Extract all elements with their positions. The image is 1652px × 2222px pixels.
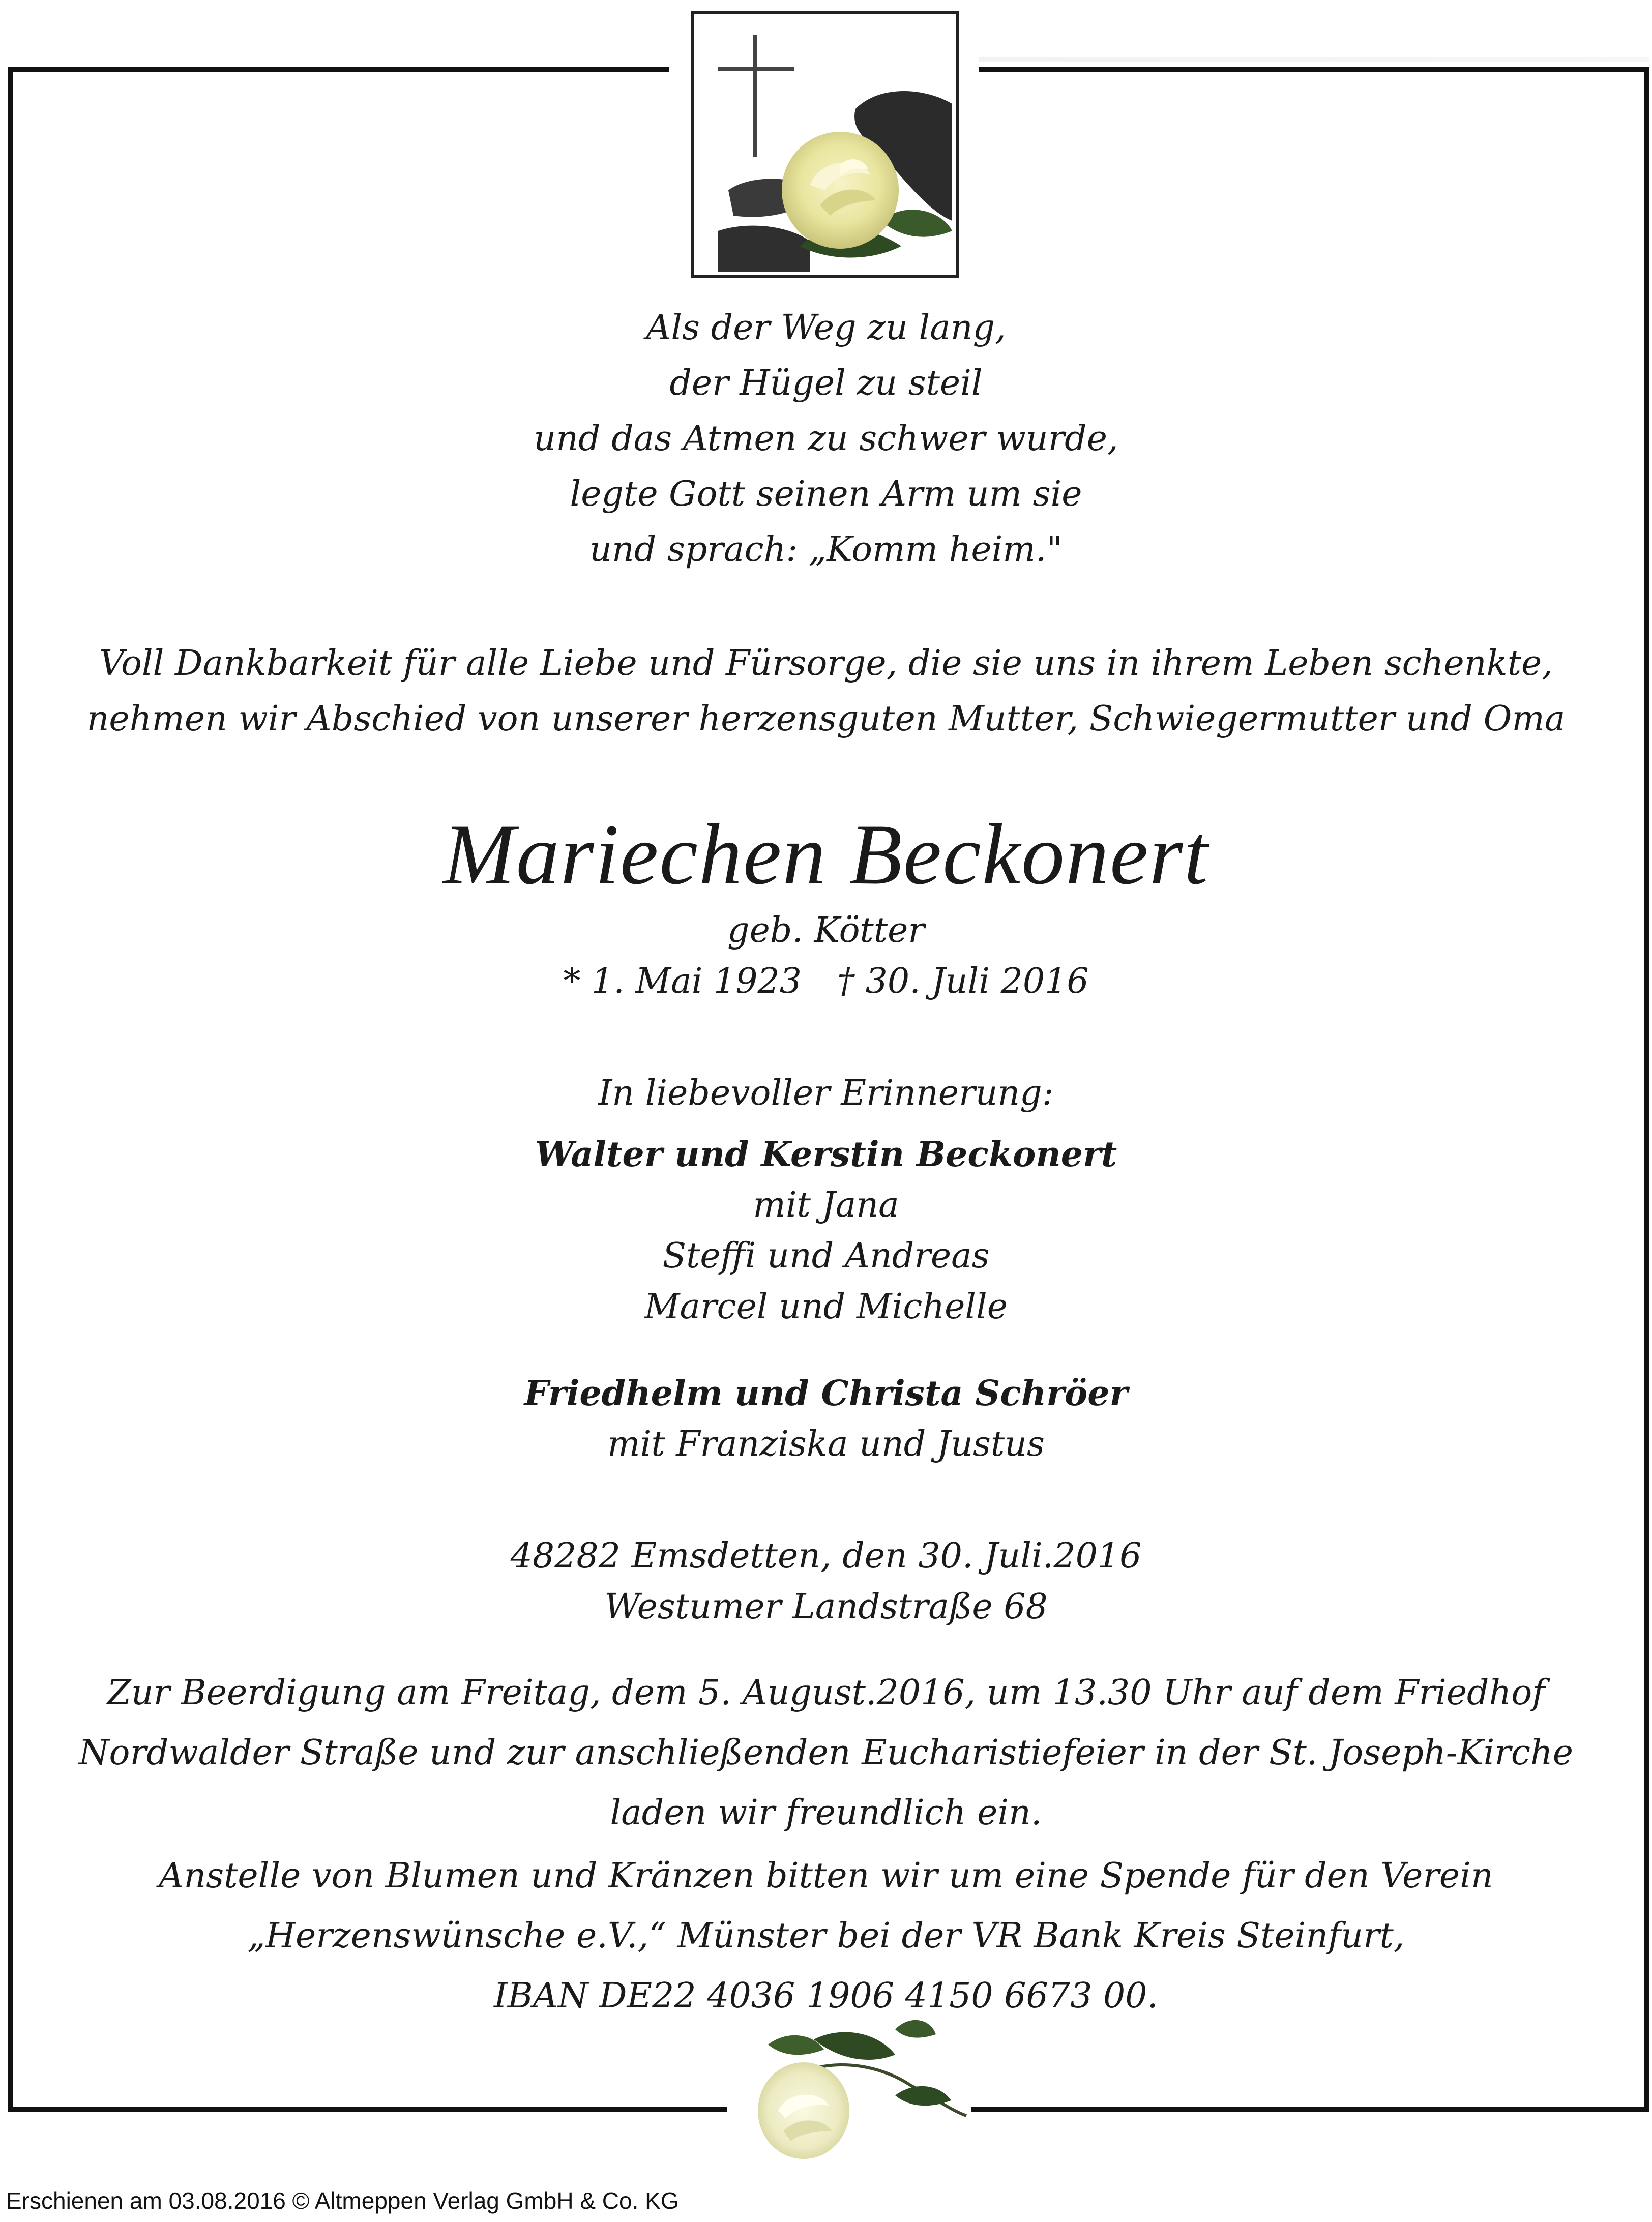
donation-info — [0, 1846, 1652, 2026]
address-line: Westumer Landstraße 68 — [604, 1587, 1048, 1627]
family-member: Marcel und Michelle — [644, 1287, 1008, 1327]
funeral-line: Zur Beerdigung am Freitag, dem 5. August.2016, um 13.30 Uhr auf dem Friedhof — [107, 1673, 1545, 1713]
funeral-info — [0, 1663, 1652, 1843]
deceased-name: Mariechen Beckonert — [443, 807, 1209, 902]
frame-top-left — [8, 67, 669, 72]
born-name: geb. Kötter — [727, 910, 925, 951]
poem — [0, 300, 1652, 577]
address-line: 48282 Emsdetten, den 30. Juli.2016 — [510, 1536, 1142, 1576]
intro-line: Voll Dankbarkeit für alle Liebe und Fürsorge, die sie uns in ihrem Leben schenkte, — [99, 643, 1553, 684]
funeral-line: Nordwalder Straße und zur anschließenden Eucharistiefeier in der St. Joseph-Kirche — [79, 1733, 1573, 1773]
birth-date: * 1. Mai 1923 — [563, 961, 802, 1001]
life-dates — [0, 956, 1652, 1007]
family-head: Friedhelm und Christa Schröer — [524, 1373, 1128, 1414]
family-group — [0, 1368, 1652, 1470]
intro-text — [0, 636, 1652, 747]
family-group — [0, 1129, 1652, 1332]
donation-line: „Herzenswünsche e.V.,“ Münster bei der VR Bank Kreis Steinfurt, — [247, 1916, 1405, 1956]
poem-line: der Hügel zu steil — [669, 363, 983, 403]
memory-heading: In liebevoller Erinnerung: — [598, 1073, 1054, 1113]
family-member: mit Franziska und Justus — [607, 1424, 1045, 1464]
donation-line: Anstelle von Blumen und Kränzen bitten wir um eine Spende für den Verein — [159, 1856, 1493, 1896]
funeral-line: laden wir freundlich ein. — [610, 1793, 1042, 1833]
poem-line: Als der Weg zu lang, — [646, 308, 1006, 348]
poem-line: und das Atmen zu schwer wurde, — [534, 419, 1118, 459]
rose-icon — [727, 2009, 971, 2172]
poem-line: legte Gott seinen Arm um sie — [570, 474, 1082, 514]
family-member: mit Jana — [753, 1185, 899, 1225]
intro-line: nehmen wir Abschied von unserer herzensguten Mutter, Schwiegermutter und Oma — [86, 699, 1566, 739]
address — [0, 1531, 1652, 1633]
poem-line: und sprach: „Komm heim." — [589, 529, 1063, 570]
cross-rose-icon — [688, 7, 962, 282]
footer-credit: Erschienen am 03.08.2016 © Altmeppen Verlag GmbH & Co. KG — [6, 2187, 679, 2214]
frame-top-right — [979, 67, 1649, 72]
family-head: Walter und Kerstin Beckonert — [535, 1134, 1117, 1175]
donation-line: IBAN DE22 4036 1906 4150 6673 00. — [493, 1976, 1159, 2016]
frame-shadow — [979, 57, 1649, 62]
death-date: † 30. Juli 2016 — [837, 961, 1089, 1001]
family-member: Steffi und Andreas — [662, 1236, 990, 1276]
